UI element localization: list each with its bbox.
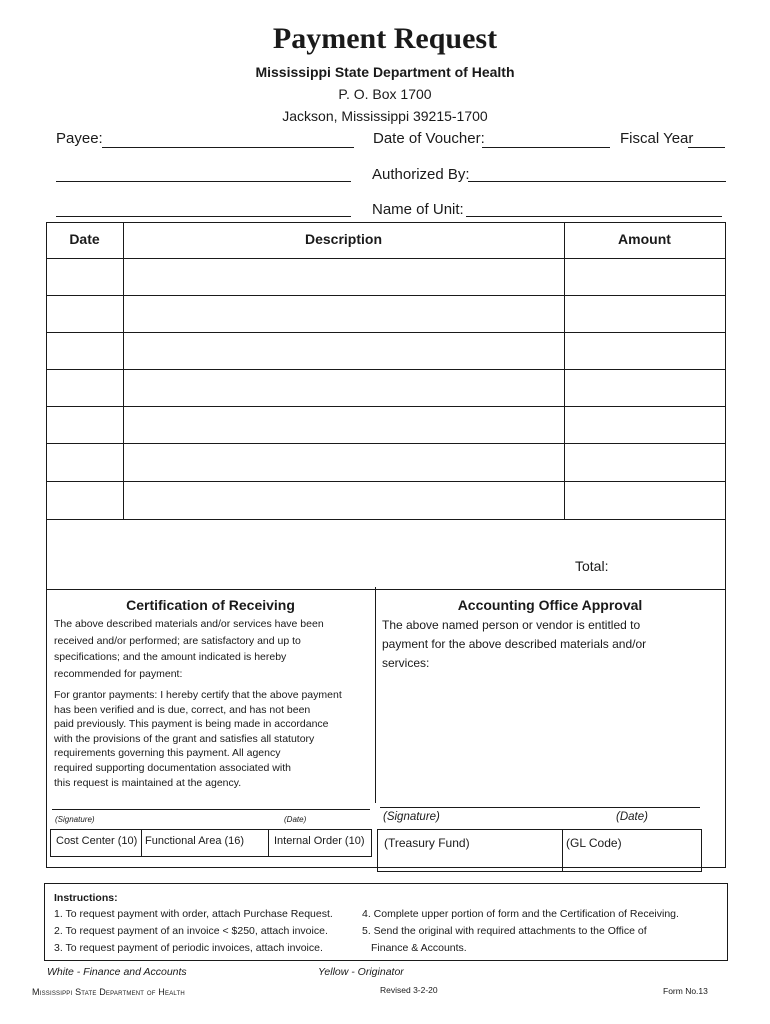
name-of-unit-label: Name of Unit: [372, 201, 464, 218]
certification-date-label: (Date) [284, 815, 307, 824]
list-item: 4. Complete upper portion of form and the Certification of Receiving. [362, 908, 679, 920]
cost-center-field[interactable]: Cost Center (10) [56, 835, 138, 847]
instructions-heading: Instructions: [54, 892, 118, 904]
table-row-divider [46, 481, 725, 482]
column-header-amount: Amount [618, 231, 671, 247]
box-divider [562, 829, 563, 872]
authorized-by-label: Authorized By: [372, 166, 470, 183]
gl-code-field[interactable]: (GL Code) [566, 836, 622, 850]
certification-paragraph-2: For grantor payments: I hereby certify that the above payment has been verified and is due, correct, and has not been paid previously. This payment is being made in accordance with the provisions of the grant and satisfies all statutory requirements governing this payment. All agency required supporting documentation associated with this request is maintained at the agency. [54, 689, 342, 789]
table-divider [564, 222, 565, 520]
list-item: 2. To request payment of an invoice < $250, attach invoice. [54, 925, 328, 937]
total-label: Total: [575, 558, 609, 574]
revision-date: Revised 3-2-20 [380, 985, 438, 995]
internal-order-field[interactable]: Internal Order (10) [274, 835, 365, 847]
copy-white-label: White - Finance and Accounts [47, 966, 187, 978]
fiscal-year-field[interactable] [688, 147, 725, 148]
functional-area-field[interactable]: Functional Area (16) [145, 835, 245, 847]
instructions-left-list [54, 906, 333, 957]
table-row-divider [46, 519, 725, 520]
approval-signature-line[interactable] [380, 807, 700, 808]
footer-agency: Mississippi State Department of Health [32, 987, 185, 997]
list-item: 1. To request payment with order, attach Purchase Request. [54, 908, 333, 920]
table-divider [123, 222, 124, 520]
payee-label: Payee: [56, 130, 103, 147]
name-of-unit-field[interactable] [466, 216, 722, 217]
certification-paragraph-1: The above described materials and/or services have been received and/or performed; are satisfactory and up to specifications; and the amount indicated is hereby recommended for payment: [54, 618, 324, 680]
date-of-voucher-label: Date of Voucher: [373, 130, 485, 147]
column-header-date: Date [69, 231, 100, 247]
section-divider [375, 587, 376, 803]
payee-address-line-1[interactable] [56, 181, 351, 182]
certification-signature-line[interactable] [52, 809, 370, 810]
date-of-voucher-field[interactable] [482, 147, 610, 148]
address-line-1: P. O. Box 1700 [338, 86, 432, 102]
approval-signature-label: (Signature) [383, 811, 440, 823]
payee-field[interactable] [102, 147, 354, 148]
table-row-divider [46, 406, 725, 407]
table-row-divider [46, 295, 725, 296]
treasury-fund-field[interactable]: (Treasury Fund) [384, 836, 470, 850]
table-row-divider [46, 332, 725, 333]
list-item: Finance & Accounts. [371, 942, 467, 954]
table-row-divider [46, 443, 725, 444]
list-item: 5. Send the original with required attachments to the Office of [362, 925, 647, 937]
approval-title: Accounting Office Approval [457, 597, 643, 613]
address-line-2: Jackson, Mississippi 39215-1700 [282, 108, 488, 124]
certification-signature-label: (Signature) [55, 815, 95, 824]
certification-title: Certification of Receiving [126, 597, 295, 613]
approval-date-label: (Date) [616, 811, 648, 823]
box-divider [141, 829, 142, 857]
organization-name: Mississippi State Department of Health [255, 64, 515, 80]
approval-paragraph: The above named person or vendor is entitled to payment for the above described materials and/or services: [382, 618, 647, 670]
table-row-divider [46, 369, 725, 370]
box-divider [268, 829, 269, 857]
authorized-by-field[interactable] [468, 181, 726, 182]
instructions-right-list [362, 906, 679, 957]
form-number: Form No.13 [663, 986, 708, 996]
payee-address-line-2[interactable] [56, 216, 351, 217]
page-title: Payment Request [272, 22, 498, 55]
table-row-divider [46, 258, 725, 259]
column-header-description: Description [304, 231, 382, 247]
copy-yellow-label: Yellow - Originator [318, 966, 404, 978]
fiscal-year-label: Fiscal Year [620, 130, 694, 147]
list-item: 3. To request payment of periodic invoices, attach invoice. [54, 942, 323, 954]
